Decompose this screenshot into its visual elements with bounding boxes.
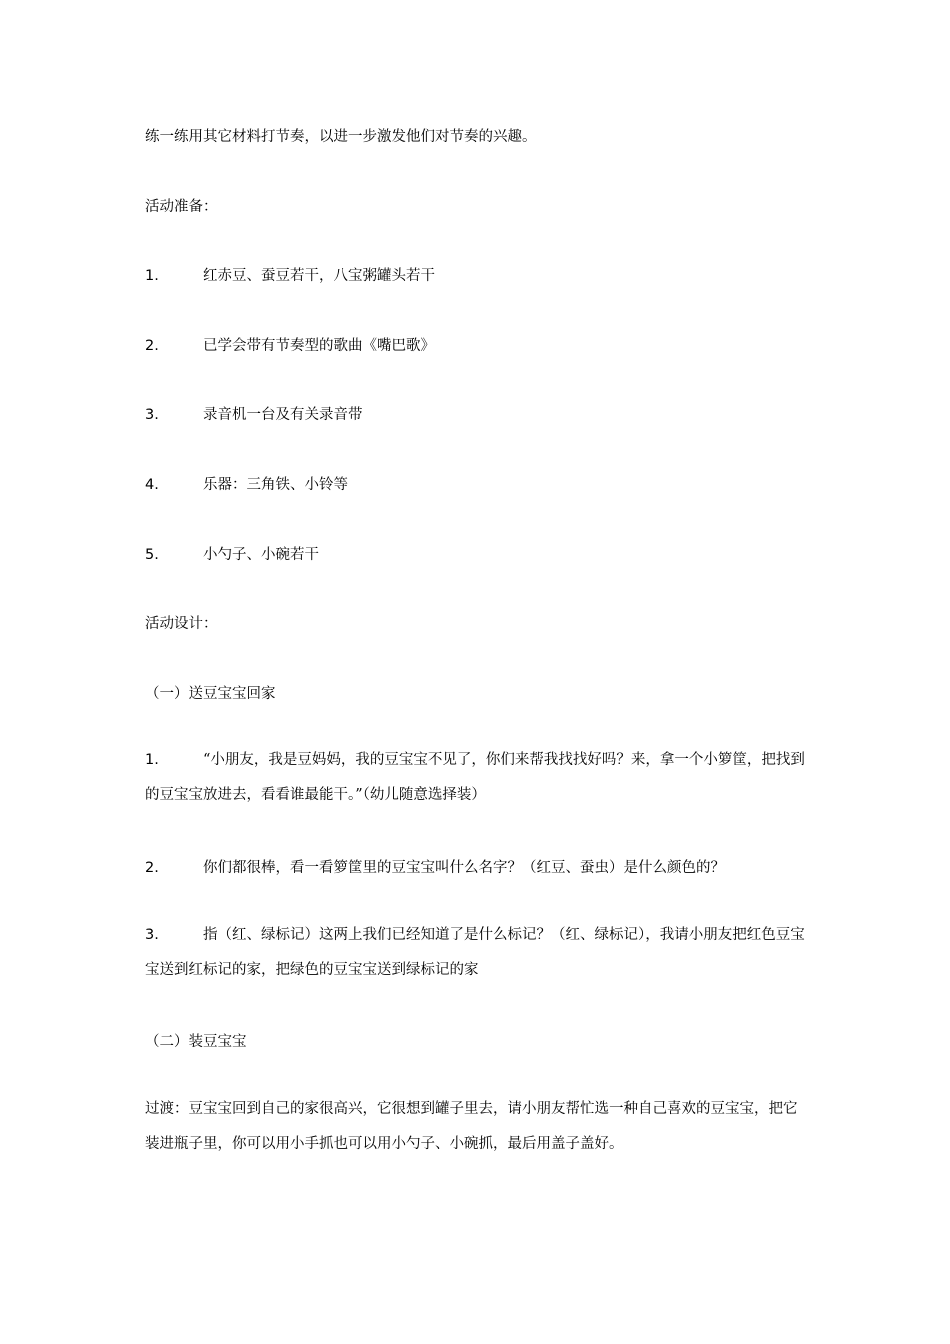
preparation-item bbox=[145, 336, 435, 356]
list-item-text: 小勺子、小碗若干 bbox=[203, 547, 319, 563]
list-item-text: 录音机一台及有关录音带 bbox=[203, 407, 363, 423]
preparation-item bbox=[145, 266, 435, 286]
design-heading: 活动设计： bbox=[145, 616, 218, 632]
list-number: 5. bbox=[145, 547, 159, 563]
list-number: 3. bbox=[145, 927, 159, 943]
preparation-item bbox=[145, 405, 363, 425]
list-number: 1. bbox=[145, 268, 159, 284]
list-item-text: 你们都很棒，看一看箩筐里的豆宝宝叫什么名字？（红豆、蚕虫）是什么颜色的？ bbox=[203, 860, 725, 876]
intro-line: 练一练用其它材料打节奏，以进一步激发他们对节奏的兴趣。 bbox=[145, 129, 537, 145]
transition-paragraph: 过渡：豆宝宝回到自己的家很高兴，它很想到罐子里去，请小朋友帮忙选一种自己喜欢的豆宝宝，把它装进瓶子里，你可以用小手抓也可以用小勺子、小碗抓，最后用盖子盖好。 bbox=[145, 1101, 798, 1152]
preparation-item bbox=[145, 475, 348, 495]
list-item-text: 红赤豆、蚕豆若干，八宝粥罐头若干 bbox=[203, 268, 435, 284]
preparation-heading: 活动准备： bbox=[145, 199, 218, 215]
preparation-item bbox=[145, 545, 319, 565]
section1-heading: （一）送豆宝宝回家 bbox=[145, 686, 276, 702]
section1-item bbox=[145, 743, 805, 813]
list-number: 4. bbox=[145, 477, 159, 493]
list-item-text: 已学会带有节奏型的歌曲《嘴巴歌》 bbox=[203, 338, 435, 354]
list-item-text: 指（红、绿标记）这两上我们已经知道了是什么标记？（红、绿标记），我请小朋友把红色豆宝宝送到红标记的家，把绿色的豆宝宝送到绿标记的家 bbox=[145, 927, 805, 978]
list-number: 2. bbox=[145, 860, 159, 876]
list-number: 1. bbox=[145, 752, 159, 768]
section2-heading: （二）装豆宝宝 bbox=[145, 1034, 247, 1050]
list-item-text: 乐器：三角铁、小铃等 bbox=[203, 477, 348, 493]
list-number: 3. bbox=[145, 407, 159, 423]
section1-item bbox=[145, 858, 725, 878]
list-number: 2. bbox=[145, 338, 159, 354]
section1-item bbox=[145, 918, 805, 988]
list-item-text: “小朋友，我是豆妈妈，我的豆宝宝不见了，你们来帮我找找好吗？来，拿一个小箩筐，把找到的豆宝宝放进去，看看谁最能干。”（幼儿随意选择装） bbox=[145, 752, 805, 803]
